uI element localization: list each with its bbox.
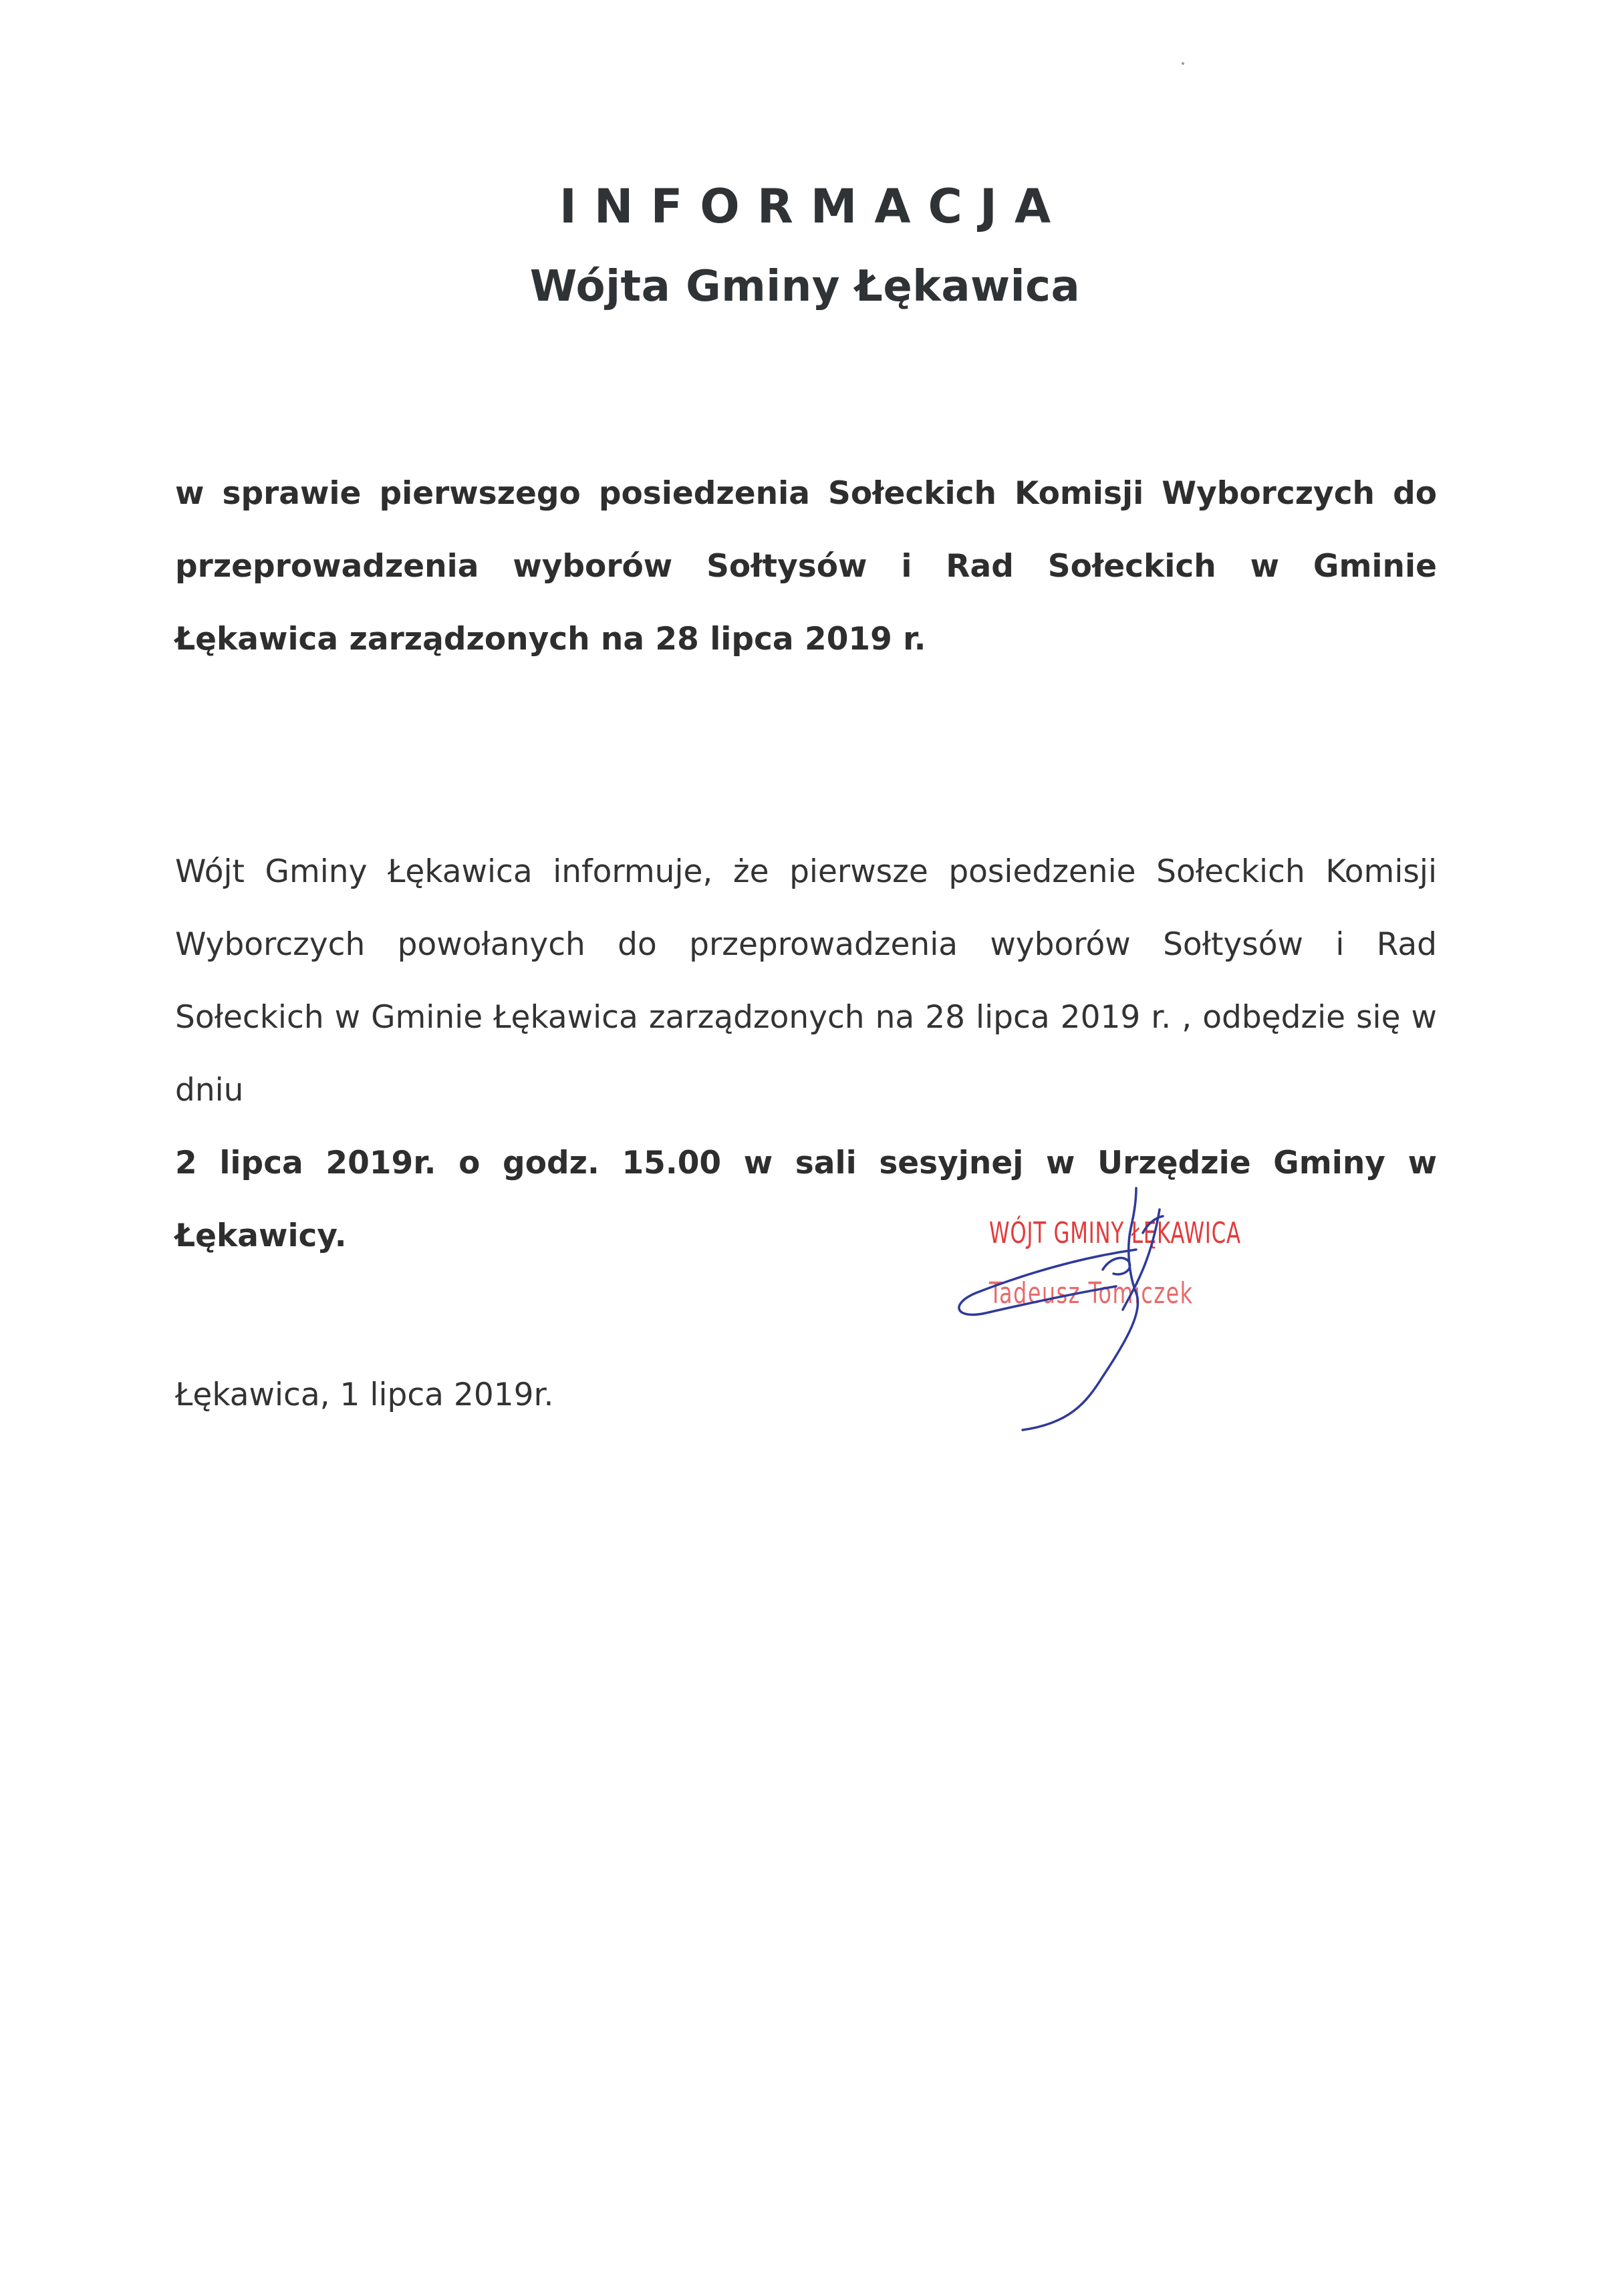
stamp-title: WÓJT GMINY ŁĘKAWICA bbox=[989, 1216, 1241, 1250]
body-paragraph: Wójt Gminy Łękawica informuje, że pierwsze posiedzenie Sołeckich Komisji Wyborczych powołanych do przeprowadzenia wyborów Sołtysów i Rad Sołeckich w Gminie Łękawica zarządzonych na 28 lipca 2019 r. , odbędzie się w dniu bbox=[175, 853, 1437, 1109]
document-subtitle: Wójta Gminy Łękawica bbox=[529, 262, 1081, 311]
handwritten-signature bbox=[936, 1176, 1283, 1443]
document-subject: w sprawie pierwszego posiedzenia Sołeckich Komisji Wyborczych do przeprowadzenia wyborów Sołtysów i Rad Sołeckich w Gminie Łękawica zarządzonych na 28 lipca 2019 r. bbox=[175, 475, 1437, 658]
body-meeting-details: 2 lipca 2019r. o godz. 15.00 w sali sesyjnej w Urzędzie Gminy w Łękawicy. bbox=[175, 1145, 1437, 1254]
stamp-name: Tadeusz Tomiczek bbox=[989, 1276, 1194, 1310]
place-and-date: Łękawica, 1 lipca 2019r. bbox=[175, 1377, 554, 1413]
scan-speck bbox=[1182, 62, 1184, 65]
document-title: INFORMACJA bbox=[559, 179, 1069, 234]
